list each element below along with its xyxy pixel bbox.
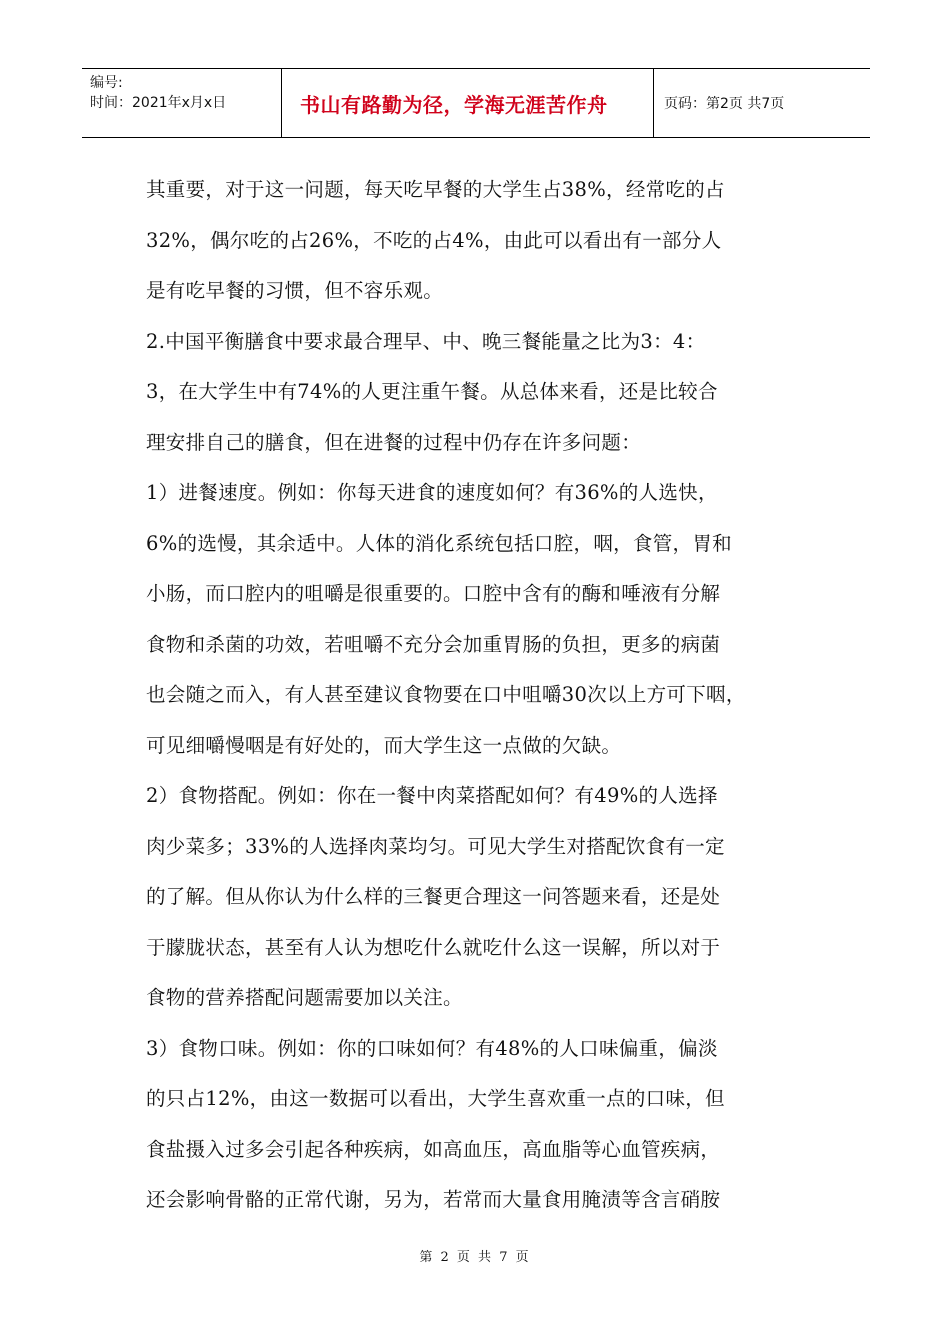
time-label: 时间：2021年x月x日 — [90, 95, 227, 111]
text-line: 1）进餐速度。例如：你每天进食的速度如何？有36%的人选快， — [146, 481, 718, 504]
page-header — [82, 68, 870, 138]
body-text — [146, 165, 826, 1226]
text-line: 32%，偶尔吃的占26%，不吃的占4%，由此可以看出有一部分人 — [146, 228, 722, 252]
motto-text: 书山有路勤为径，学海无涯苦作舟 — [300, 92, 608, 117]
text-line: 2）食物搭配。例如：你在一餐中肉菜搭配如何？有49%的人选择 — [146, 784, 718, 807]
text-line: 是有吃早餐的习惯，但不容乐观。 — [146, 279, 444, 302]
text-line: 3，在大学生中有74%的人更注重午餐。从总体来看，还是比较合 — [146, 380, 718, 403]
text-line: 理安排自己的膳食，但在进餐的过程中仍存在许多问题： — [146, 430, 642, 454]
serial-label: 编号: — [90, 75, 123, 91]
page-footer: 第 2 页 共 7 页 — [419, 1250, 531, 1265]
text-line: 6%的选慢，其余适中。人体的消化系统包括口腔，咽，食管，胃和 — [146, 531, 732, 555]
text-line: 于朦胧状态，甚至有人认为想吃什么就吃什么这一误解，所以对于 — [146, 935, 721, 959]
text-line: 3）食物口味。例如：你的口味如何？有48%的人口味偏重，偏淡 — [146, 1036, 718, 1060]
text-line: 也会随之而入，有人甚至建议食物要在口中咀嚼30次以上方可下咽， — [146, 683, 746, 706]
header-meta — [82, 69, 282, 137]
text-line: 食盐摄入过多会引起各种疾病，如高血压，高血脂等心血管疾病， — [146, 1137, 721, 1161]
text-line: 可见细嚼慢咽是有好处的，而大学生这一点做的欠缺。 — [146, 733, 622, 757]
text-line: 小肠，而口腔内的咀嚼是很重要的。口腔中含有的酶和唾液有分解 — [146, 582, 721, 605]
text-line: 食物和杀菌的功效，若咀嚼不充分会加重胃肠的负担，更多的病菌 — [146, 632, 721, 656]
header-motto-cell — [282, 69, 654, 137]
text-line: 食物的营养搭配问题需要加以关注。 — [146, 986, 463, 1009]
page-info: 页码：第2页 共7页 — [664, 96, 785, 112]
text-line: 的只占12%，由这一数据可以看出，大学生喜欢重一点的口味，但 — [146, 1087, 725, 1110]
text-line: 还会影响骨骼的正常代谢，另为，若常而大量食用腌渍等含言硝胺 — [146, 1188, 721, 1211]
header-page-cell — [654, 69, 870, 137]
text-line: 2.中国平衡膳食中要求最合理早、中、晚三餐能量之比为3：4： — [146, 329, 706, 353]
text-line: 肉少菜多；33%的人选择肉菜均匀。可见大学生对搭配饮食有一定 — [146, 834, 725, 858]
text-line: 的了解。但从你认为什么样的三餐更合理这一问答题来看，还是处 — [146, 885, 721, 908]
text-line: 其重要，对于这一问题，每天吃早餐的大学生占38%，经常吃的占 — [146, 178, 725, 201]
